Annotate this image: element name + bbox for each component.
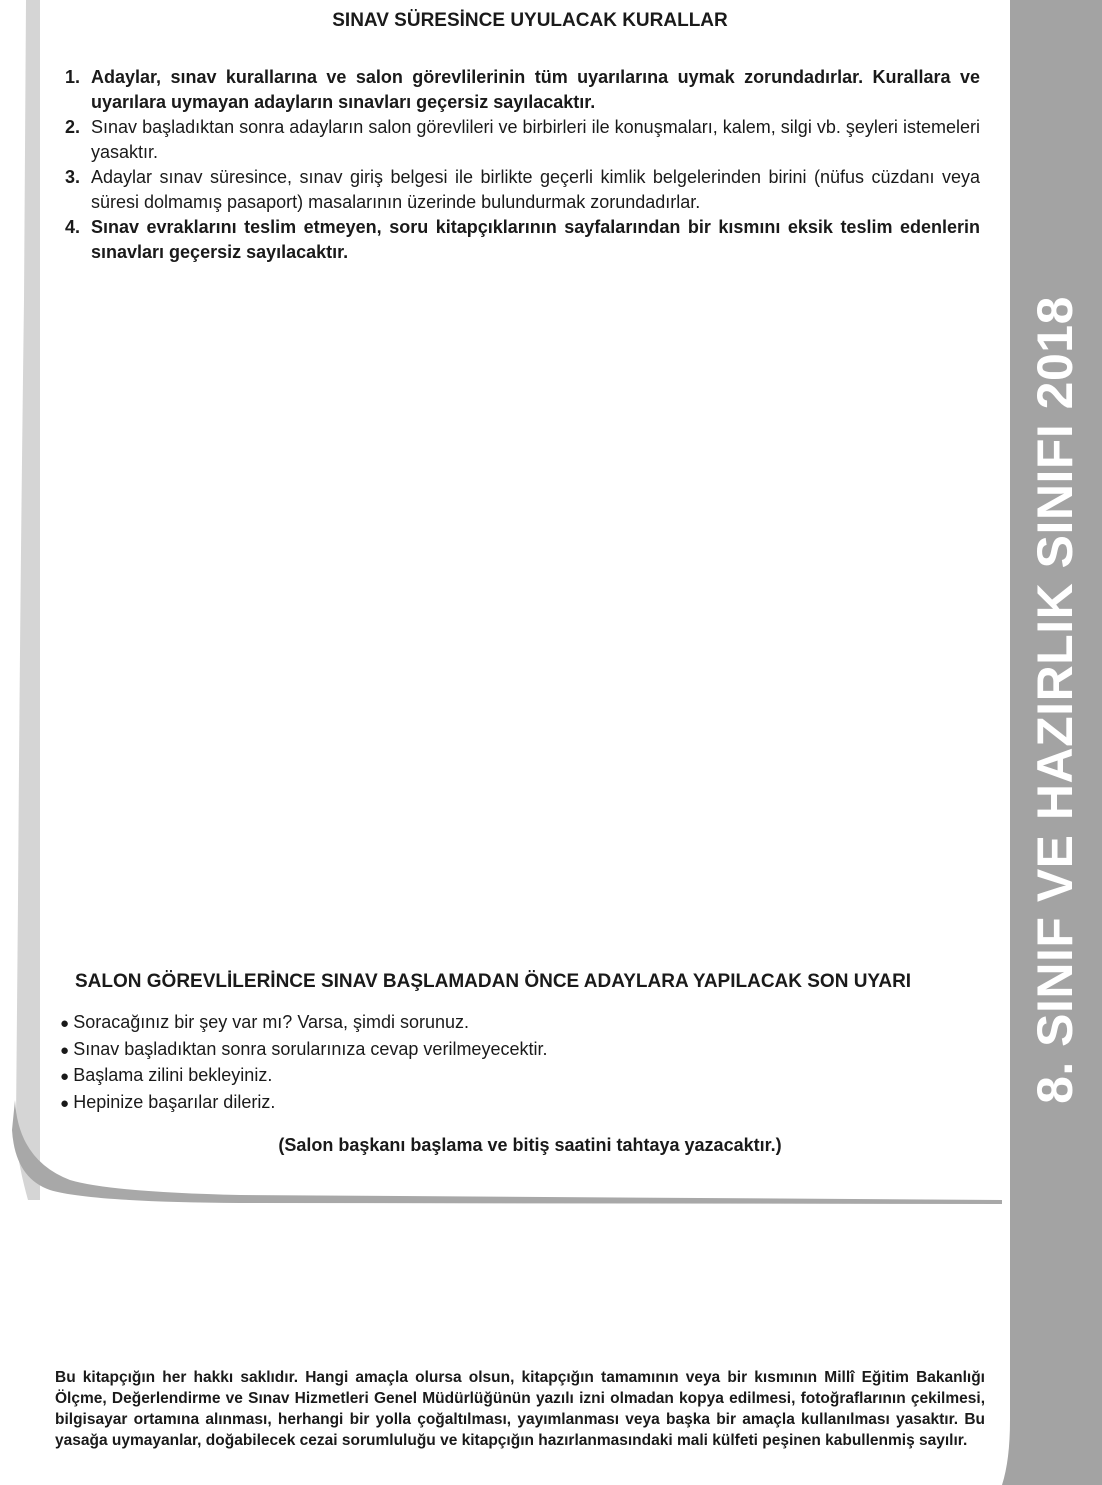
copyright-notice: Bu kitapçığın her hakkı saklıdır. Hangi amaçla olursa olsun, kitapçığın tamamının veya bir kısmının Millî Eğitim Bakanlığı Ölçme, Değerlendirme ve Sınav Hizmetleri Genel Müdürlüğünün yazılı izni olmadan kopya edilmesi, fotoğraflarının çekilmesi, bilgisayar ortamına alınması, herhangi bir yolla çoğaltılması, yayımlanması veya başka bir amaçla kullanılması yasaktır. Bu yasağa uymayanlar, doğabilecek cezai sorumluluğu ve kitapçığın hazırlanmasındaki mali külfeti peşinen kabullenmiş sayılır. bbox=[55, 1369, 985, 1449]
warning-item: ● Soracağınız bir şey var mı? Varsa, şimdi sorunuz. bbox=[60, 1010, 547, 1037]
warnings-title: SALON GÖREVLİLERİNCE SINAV BAŞLAMADAN ÖNCE ADAYLARA YAPILACAK SON UYARI bbox=[75, 971, 912, 992]
warning-item: ● Başlama zilini bekleyiniz. bbox=[60, 1063, 547, 1090]
rule-number: 3. bbox=[65, 167, 81, 187]
rule-text: Sınav evraklarını teslim etmeyen, soru kitapçıklarının sayfalarından bir kısmını eksik teslim edenlerin sınavları geçersiz sayılacaktır. bbox=[91, 217, 980, 262]
rule-number: 4. bbox=[65, 217, 81, 237]
rule-text: Adaylar sınav süresince, sınav giriş belgesi ile birlikte geçerli kimlik belgelerinden birini (nüfus cüzdanı veya süresi dolmamış pasaport) masalarının üzerinde bulundurmak zorundadırlar. bbox=[91, 167, 980, 212]
rule-text: Sınav başladıktan sonra adayların salon görevlileri ve birbirleri ile konuşmaları, kalem, silgi vb. şeyleri istemeleri yasaktır. bbox=[91, 117, 980, 162]
rules-list bbox=[60, 65, 980, 265]
salon-note: (Salon başkanı başlama ve bitiş saatini tahtaya yazacaktır.) bbox=[278, 1135, 782, 1155]
rule-item bbox=[60, 165, 980, 215]
rule-number: 2. bbox=[65, 117, 81, 137]
rule-item bbox=[60, 115, 980, 165]
rule-item bbox=[60, 215, 980, 265]
side-title: 8. SINIF VE HAZIRLIK SINIFI 2018 bbox=[1027, 296, 1083, 1104]
rule-number: 1. bbox=[65, 67, 81, 87]
rule-item bbox=[60, 65, 980, 115]
rule-text: Adaylar, sınav kurallarına ve salon görevlilerinin tüm uyarılarına uymak zorundadırlar. Kurallara ve uyarılara uymayan adayların sınavları geçersiz sayılacaktır. bbox=[91, 67, 980, 112]
warning-item: ● Hepinize başarılar dileriz. bbox=[60, 1090, 547, 1117]
rules-title: SINAV SÜRESİNCE UYULACAK KURALLAR bbox=[332, 10, 728, 31]
warning-item: ● Sınav başladıktan sonra sorularınıza cevap verilmeyecektir. bbox=[60, 1037, 547, 1064]
warnings-list bbox=[60, 1010, 547, 1116]
page-frame-left bbox=[0, 0, 40, 1200]
